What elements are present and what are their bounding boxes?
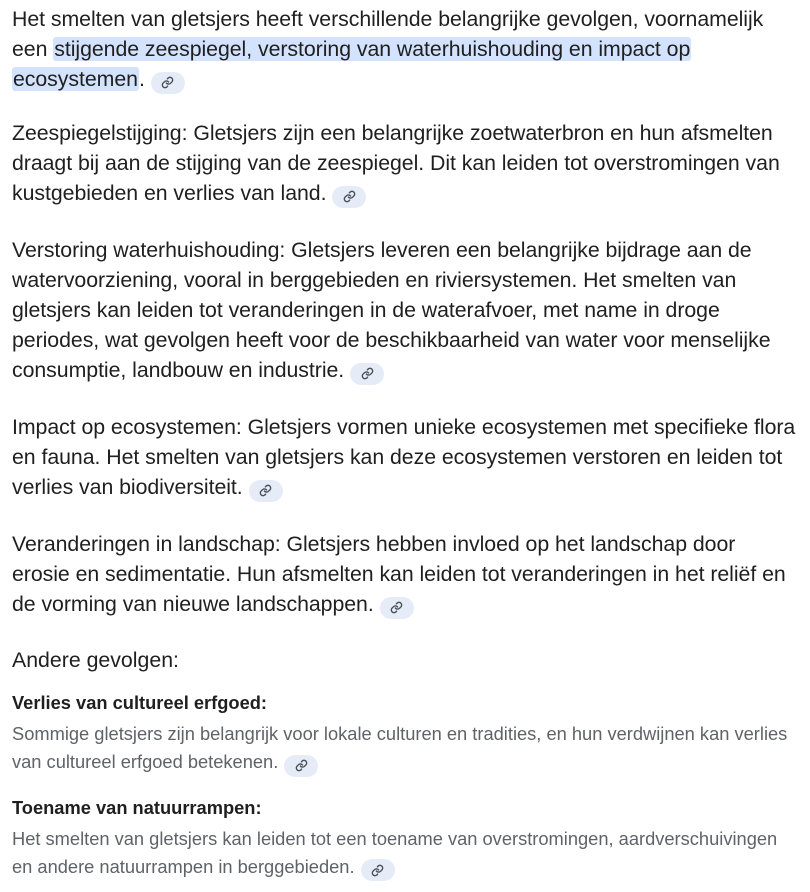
link-icon xyxy=(390,601,403,614)
citation-link-button[interactable] xyxy=(380,597,414,619)
highlighted-text[interactable]: stijgende zeespiegel, verstoring van waterhuishouding en impact op ecosystemen xyxy=(13,37,691,91)
citation-link-button[interactable] xyxy=(249,480,283,502)
sub-heading: Verlies van cultureel erfgoed: xyxy=(12,692,268,713)
citation-link-button[interactable] xyxy=(350,363,384,385)
other-item-natural-disasters xyxy=(12,795,798,882)
paragraph-sea-level xyxy=(12,118,798,208)
sub-body xyxy=(12,720,798,777)
link-icon xyxy=(371,864,384,877)
sub-body-text: Sommige gletsjers zijn belangrijk voor lokale culturen en tradities, en hun verdwijnen kan verlies van cultureel erfgoed betekenen. xyxy=(12,723,788,772)
sub-body xyxy=(12,825,798,882)
paragraph-text: Zeespiegelstijging: Gletsjers zijn een belangrijke zoetwaterbron en hun afsmelten draagt bij aan de stijging van de zeespiegel. Dit kan leiden tot overstromingen van kustgebieden en verlies van land. xyxy=(12,121,780,205)
paragraph-text: Veranderingen in landschap: Gletsjers hebben invloed op het landschap door erosie en sedimentatie. Hun afsmelten kan leiden tot veranderingen in het reliëf en de vorming van nieuwe landschappen. xyxy=(12,532,786,616)
sub-heading: Toename van natuurrampen: xyxy=(12,796,262,818)
intro-text: Het smelten van gletsjers heeft verschillende belangrijke gevolgen, voornamelijk een xyxy=(12,7,764,61)
other-consequences-heading: Andere gevolgen: xyxy=(12,648,179,672)
link-icon xyxy=(161,76,174,89)
paragraph-text: Impact op ecosystemen: Gletsjers vormen unieke ecosystemen met specifieke flora en fauna. Het smelten van gletsjers kan deze ecosystemen verstoren en leiden tot verlies van biodiversiteit. xyxy=(12,415,796,499)
citation-link-button[interactable] xyxy=(151,72,185,94)
link-icon xyxy=(259,484,272,497)
paragraph-ecosystems xyxy=(12,412,798,502)
link-icon xyxy=(295,759,308,772)
intro-paragraph xyxy=(12,4,798,94)
paragraph-landscape xyxy=(12,529,798,619)
citation-link-button[interactable] xyxy=(284,755,318,777)
intro-end: . xyxy=(138,67,145,91)
sub-body-text: Het smelten van gletsjers kan leiden tot een toename van overstromingen, aardverschuivingen en andere natuurrampen in berggebieden. xyxy=(12,827,778,877)
paragraph-water-management xyxy=(12,235,798,385)
other-item-cultural-heritage xyxy=(12,690,798,777)
link-icon xyxy=(361,367,374,380)
citation-link-button[interactable] xyxy=(332,186,366,208)
citation-link-button[interactable] xyxy=(361,859,395,881)
paragraph-text: Verstoring waterhuishouding: Gletsjers leveren een belangrijke bijdrage aan de watervoorziening, vooral in berggebieden en riviersystemen. Het smelten van gletsjers kan leiden tot veranderingen in de waterafvoer, met name in droge periodes, wat gevolgen heeft voor de beschikbaarheid van water voor menselijke consumptie, landbouw en industrie. xyxy=(12,238,771,382)
link-icon xyxy=(343,190,356,203)
